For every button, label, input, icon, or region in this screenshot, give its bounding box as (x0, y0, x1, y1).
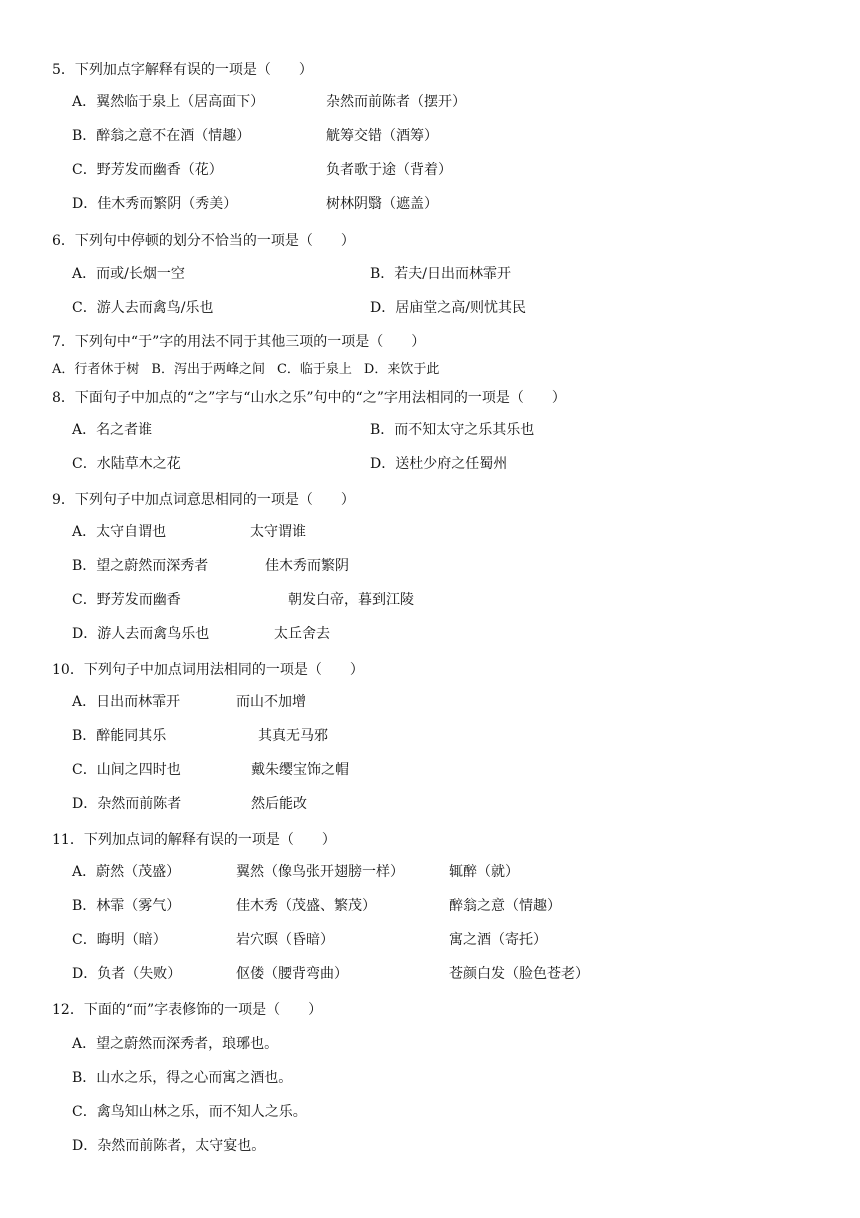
q11-option-a-col2: 翼然（像鸟张开翅膀一样） (236, 864, 404, 880)
q5-option-b-left: B．醉翁之意不在酒（情趣） (72, 128, 251, 144)
question-9-stem: 9．下列句子中加点词意思相同的一项是（ ） (52, 492, 355, 508)
q5-option-c-right: 负者歌于途（背着） (326, 162, 452, 178)
q10-option-a-right: 而山不加增 (236, 694, 306, 710)
q11-option-b-col3: 醉翁之意（情趣） (449, 898, 561, 914)
q10-option-a-left: A．日出而林霏开 (72, 694, 181, 710)
q11-option-c-col3: 寓之酒（寄托） (449, 932, 547, 948)
q10-option-b-left: B．醉能同其乐 (72, 728, 167, 744)
q8-option-c: C．水陆草木之花 (72, 456, 181, 472)
q12-option-d: D．杂然而前陈者，太守宴也。 (72, 1138, 266, 1154)
q11-option-a-col3: 辄醉（就） (449, 864, 519, 880)
q11-option-d-col3: 苍颜白发（脸色苍老） (449, 966, 589, 982)
q5-option-c-left: C．野芳发而幽香（花） (72, 162, 223, 178)
q5-option-a-left: A．翼然临于泉上（居高面下） (72, 94, 265, 110)
q10-option-c-left: C．山间之四时也 (72, 762, 181, 778)
q12-option-a: A．望之蔚然而深秀者，琅琊也。 (72, 1036, 279, 1052)
question-5-stem: 5．下列加点字解释有误的一项是（ ） (52, 62, 313, 78)
q7-option-b: B．泻出于两峰之间 (151, 362, 265, 377)
question-10-stem: 10．下列句子中加点词用法相同的一项是（ ） (52, 662, 364, 678)
q7-options-row (52, 361, 451, 379)
q11-option-c-col1: C．晦明（暗） (72, 932, 167, 948)
q12-option-c: C．禽鸟知山林之乐，而不知人之乐。 (72, 1104, 307, 1120)
q10-option-d-left: D．杂然而前陈者 (72, 796, 182, 812)
q10-option-b-right: 其真无马邪 (258, 728, 328, 744)
q7-option-a: A．行者休于树 (52, 362, 140, 377)
q5-option-d-right: 树林阴翳（遮盖） (326, 196, 438, 212)
question-6-stem: 6．下列句中停顿的划分不恰当的一项是（ ） (52, 233, 355, 249)
q11-option-a-col1: A．蔚然（茂盛） (72, 864, 181, 880)
q11-option-b-col1: B．林霏（雾气） (72, 898, 181, 914)
question-11-stem: 11．下列加点词的解释有误的一项是（ ） (52, 832, 336, 848)
q10-option-c-right: 戴朱缨宝饰之帽 (251, 762, 349, 778)
q9-option-c-right: 朝发白帝，暮到江陵 (288, 592, 414, 608)
q5-option-d-left: D．佳木秀而繁阴（秀美） (72, 196, 238, 212)
q9-option-a-right: 太守谓谁 (250, 524, 306, 540)
question-12-stem: 12．下面的“而”字表修饰的一项是（ ） (52, 1002, 323, 1018)
q12-option-b: B．山水之乐，得之心而寓之酒也。 (72, 1070, 293, 1086)
q5-option-a-right: 杂然而前陈者（摆开） (326, 94, 466, 110)
q6-option-a: A．而或/长烟一空 (72, 266, 185, 282)
q9-option-d-left: D．游人去而禽鸟乐也 (72, 626, 210, 642)
q9-option-c-left: C．野芳发而幽香 (72, 592, 181, 608)
question-8-stem: 8．下面句子中加点的“之”字与“山水之乐”句中的“之”字用法相同的一项是（ ） (52, 390, 566, 406)
q10-option-d-right: 然后能改 (251, 796, 307, 812)
q11-option-d-col2: 伛偻（腰背弯曲） (236, 966, 348, 982)
q11-option-b-col2: 佳木秀（茂盛、繁茂） (236, 898, 376, 914)
q11-option-d-col1: D．负者（失败） (72, 966, 182, 982)
q8-option-a: A．名之者谁 (72, 422, 153, 438)
q7-option-d: D．来饮于此 (363, 362, 440, 377)
q9-option-d-right: 太丘舍去 (274, 626, 330, 642)
q11-option-c-col2: 岩穴暝（昏暗） (236, 932, 334, 948)
question-7-stem: 7．下列句中“于”字的用法不同于其他三项的一项是（ ） (52, 334, 426, 350)
q5-option-b-right: 觥筹交错（酒筹） (326, 128, 438, 144)
q9-option-b-left: B．望之蔚然而深秀者 (72, 558, 209, 574)
q6-option-c: C．游人去而禽鸟/乐也 (72, 300, 214, 316)
q6-option-d: D．居庙堂之高/则忧其民 (370, 300, 526, 316)
q9-option-b-right: 佳木秀而繁阴 (265, 558, 349, 574)
q8-option-d: D．送杜少府之任蜀州 (370, 456, 508, 472)
q9-option-a-left: A．太守自谓也 (72, 524, 167, 540)
q7-option-c: C．临于泉上 (276, 362, 352, 377)
q8-option-b: B．而不知太守之乐其乐也 (370, 422, 535, 438)
q6-option-b: B．若夫/日出而林霏开 (370, 266, 512, 282)
